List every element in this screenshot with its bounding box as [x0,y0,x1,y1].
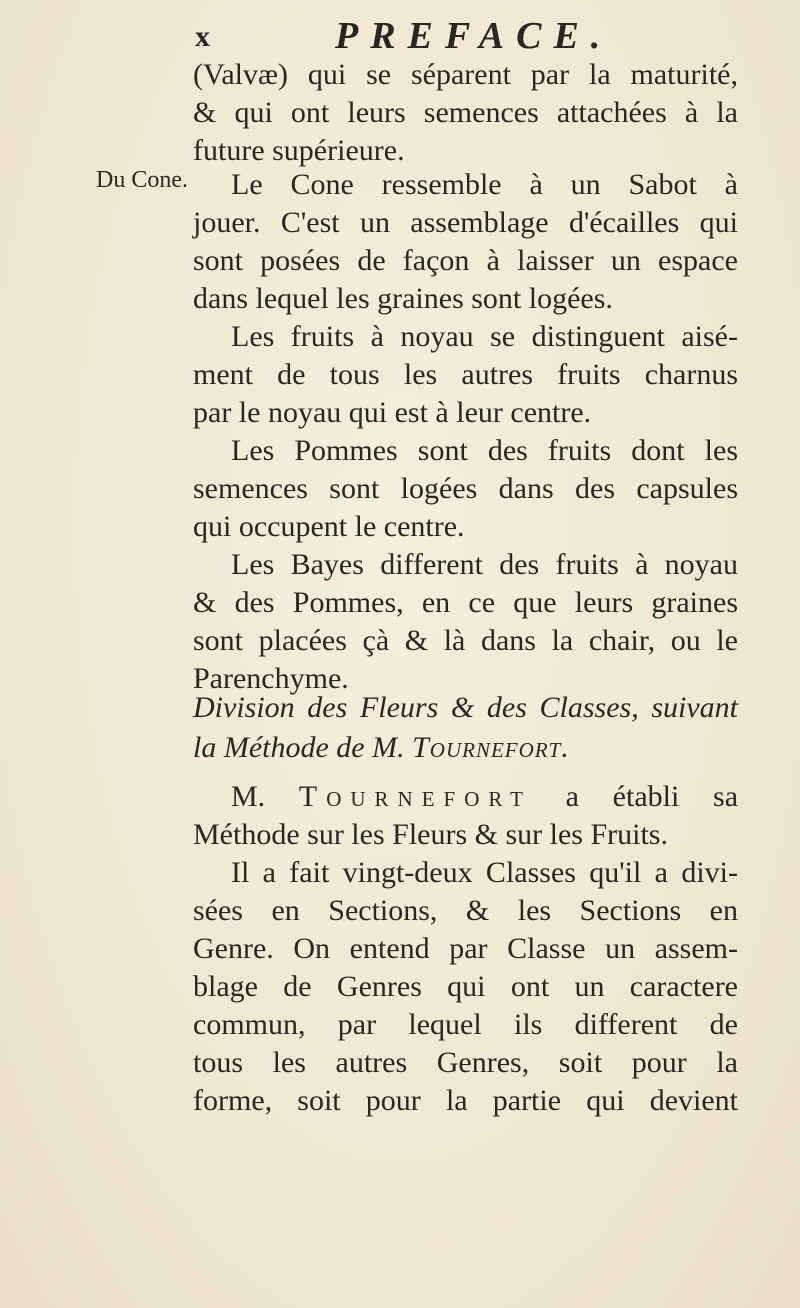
text-line: semences sont logées dans des capsules [193,472,738,505]
text-line: & des Pommes, en ce que leurs graines [193,586,738,619]
text-fragment: a établi sa [565,780,739,813]
text-line: Parenchyme. [193,662,349,695]
author-name: Tournefort. [412,731,570,764]
author-name: Tournefort [298,780,532,813]
heading-line: Division des Fleurs & des Classes, suivant [193,691,738,724]
heading-prefix: la Méthode de M. [193,731,405,764]
text-line: sont placées çà & là dans la chair, ou le [193,624,738,657]
text-line: ment de tous les autres fruits charnus [193,358,738,391]
text-line: Les Pommes sont des fruits dont les [231,434,738,467]
text-line: par le noyau qui est à leur centre. [193,396,592,429]
text-line: Le Cone ressemble à un Sabot à [231,168,738,201]
text-line: jouer. C'est un assemblage d'écailles qui [193,206,738,239]
text-line: blage de Genres qui ont un caractere [193,970,738,1003]
text-line: Il a fait vingt-deux Classes qu'il a divi- [231,856,738,889]
text-line: (Valvæ) qui se séparent par la maturité, [193,58,738,91]
paragraph-fruits [193,166,738,698]
text-line: sées en Sections, & les Sections en [193,894,738,927]
text-fragment: M. [231,780,266,813]
margin-note: Du Cone. [96,167,188,193]
text-line: future supérieure. [193,134,405,167]
text-line: sont posées de façon à laisser un espace [193,244,738,277]
paragraph-method [193,778,738,1120]
paragraph-valves [193,56,738,170]
heading-line [193,728,738,768]
text-line: qui occupent le centre. [193,510,465,543]
text-line [193,778,738,816]
text-line: Genre. On entend par Classe un assem- [193,932,738,965]
section-heading [193,688,738,768]
text-line: Méthode sur les Fleurs & sur les Fruits. [193,818,668,851]
text-line: dans lequel les graines sont logées. [193,282,613,315]
text-line: forme, soit pour la partie qui devient [193,1084,738,1117]
text-line: & qui ont leurs semences attachées à la [193,96,738,129]
text-line: commun, par lequel ils different de [193,1008,738,1041]
text-line: Les fruits à noyau se distinguent aisé- [231,320,738,353]
text-line: Les Bayes different des fruits à noyau [231,548,738,581]
folio-number: x [195,20,210,53]
text-line: tous les autres Genres, soit pour la [193,1046,738,1079]
page-header [195,14,755,62]
running-title: PREFACE. [335,15,613,57]
